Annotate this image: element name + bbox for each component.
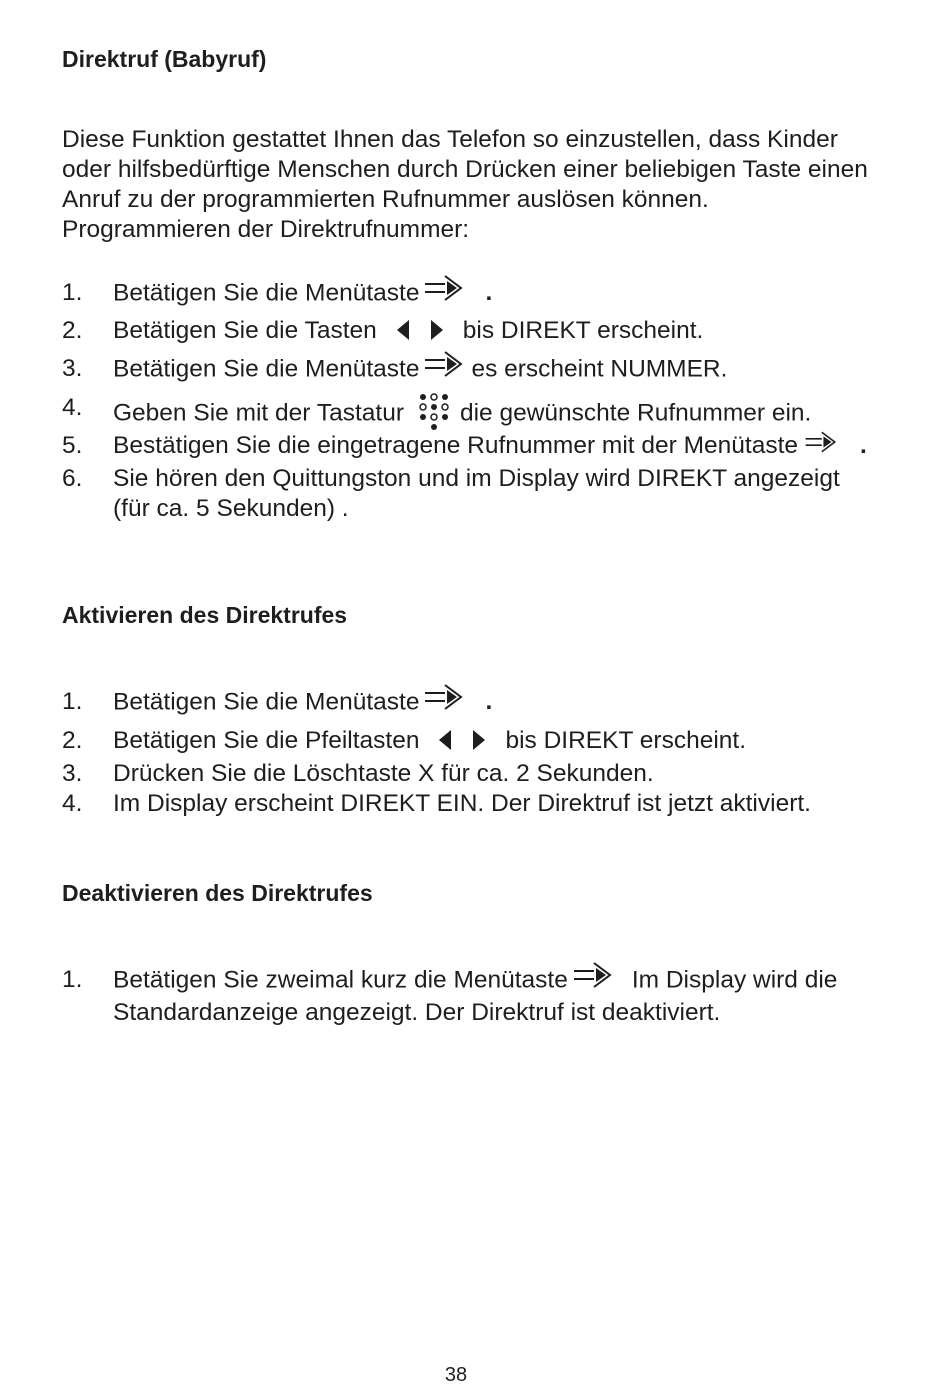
step-text-end: .	[485, 688, 493, 716]
step-number: 3.	[62, 760, 83, 787]
step-text: Betätigen Sie zweimal kurz die Menütaste	[113, 966, 568, 994]
arrow-left-icon	[395, 319, 411, 341]
step-number: 4.	[62, 790, 83, 817]
program-step-3	[113, 355, 727, 385]
page-number: 38	[444, 1364, 468, 1386]
section-title-direktruf: Direktruf (Babyruf)	[62, 46, 267, 72]
arrow-right-icon	[471, 729, 487, 751]
intro-line-3: Anruf zu der programmierten Rufnummer auslösen können.	[62, 186, 709, 213]
program-step-6: Sie hören den Quittungston und im Display wird DIREKT angezeigt	[113, 465, 840, 492]
step-text: Betätigen Sie die Pfeiltasten	[113, 727, 420, 754]
step-text: Betätigen Sie die Menütaste	[113, 688, 420, 716]
intro-line-2: oder hilfsbedürftige Menschen durch Drücken einer beliebigen Taste einen	[62, 156, 868, 183]
step-text-end: bis DIREKT erscheint.	[505, 727, 747, 754]
program-step-6-cont: (für ca. 5 Sekunden) .	[113, 495, 349, 522]
section-title-aktivieren: Aktivieren des Direktrufes	[62, 602, 348, 628]
step-text: Bestätigen Sie die eingetragene Rufnummer mit der Menütaste	[113, 432, 799, 459]
step-text-end: .	[485, 279, 493, 307]
menu-arrow-icon	[804, 429, 838, 455]
step-text: Betätigen Sie die Tasten	[113, 317, 377, 344]
step-number: 1.	[62, 688, 83, 715]
step-number: 4.	[62, 394, 83, 421]
arrow-right-icon	[429, 319, 445, 341]
step-text-end: Im Display wird die	[631, 966, 838, 994]
activate-step-3: Drücken Sie die Löschtaste X für ca. 2 Sekunden.	[113, 760, 654, 787]
arrow-left-icon	[437, 729, 453, 751]
menu-arrow-icon	[423, 273, 465, 303]
step-number: 5.	[62, 432, 83, 459]
program-step-5	[113, 432, 867, 460]
keypad-icon	[418, 392, 450, 432]
step-text-end: .	[860, 432, 867, 459]
step-number: 6.	[62, 465, 83, 492]
step-text-end: es erscheint NUMMER.	[471, 355, 728, 383]
program-step-2	[113, 317, 703, 345]
activate-step-4: Im Display erscheint DIREKT EIN. Der Direktruf ist jetzt aktiviert.	[113, 790, 811, 817]
program-step-4	[113, 394, 811, 434]
intro-line-4: Programmieren der Direktrufnummer:	[62, 216, 470, 243]
step-text: Betätigen Sie die Menütaste	[113, 279, 420, 307]
step-text-end: die gewünschte Rufnummer ein.	[459, 399, 812, 427]
section-title-deaktivieren: Deaktivieren des Direktrufes	[62, 880, 373, 906]
step-text: Betätigen Sie die Menütaste	[113, 355, 420, 383]
deactivate-step-1	[113, 966, 837, 996]
activate-step-1	[113, 688, 492, 718]
step-number: 1.	[62, 279, 83, 306]
activate-step-2	[113, 727, 746, 755]
step-text: Geben Sie mit der Tastatur	[113, 399, 404, 427]
step-text-end: bis DIREKT erscheint.	[462, 317, 704, 344]
step-number: 2.	[62, 727, 83, 754]
intro-line-1: Diese Funktion gestattet Ihnen das Telefon so einzustellen, dass Kinder	[62, 126, 838, 153]
menu-arrow-icon	[423, 349, 465, 379]
step-number: 1.	[62, 966, 83, 993]
menu-arrow-icon	[423, 682, 465, 712]
program-step-1	[113, 279, 492, 309]
menu-arrow-icon	[572, 960, 614, 990]
deactivate-step-1-cont: Standardanzeige angezeigt. Der Direktruf ist deaktiviert.	[113, 999, 721, 1026]
step-number: 3.	[62, 355, 83, 382]
step-number: 2.	[62, 317, 83, 344]
